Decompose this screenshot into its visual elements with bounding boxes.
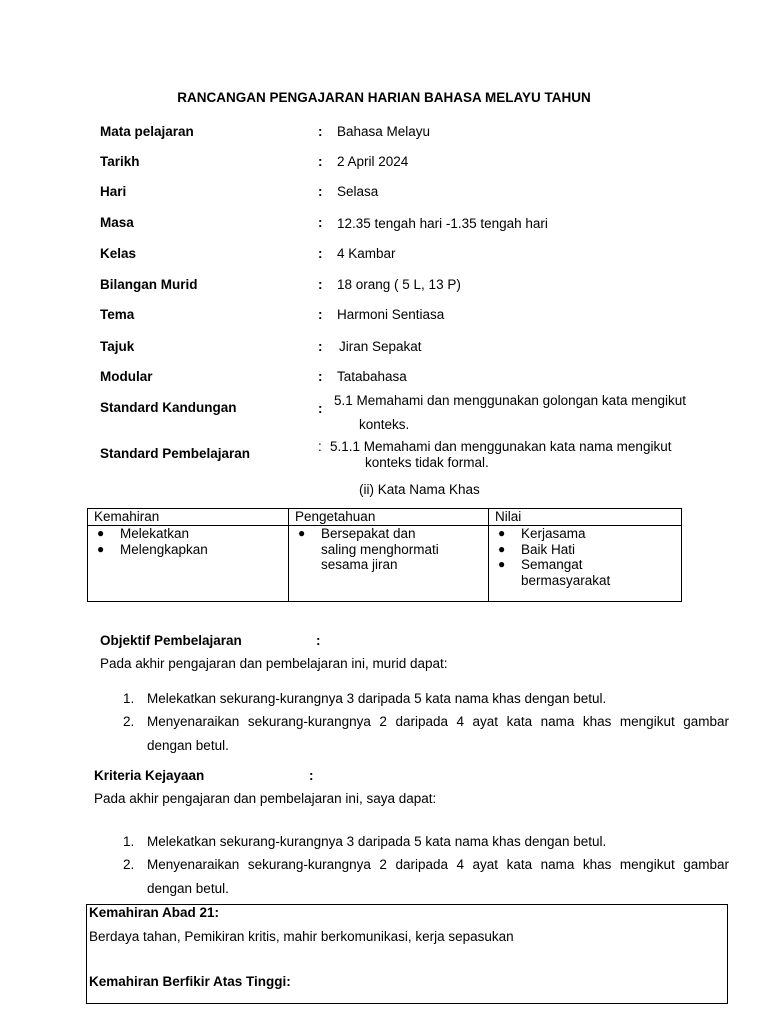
standard-kandungan-text-cont: konteks.: [359, 417, 410, 432]
field-colon: :: [316, 633, 321, 648]
kriteria-item: [123, 830, 729, 854]
list-number: 1.: [123, 691, 135, 706]
field-value-tema: Harmoni Sentiasa: [337, 307, 445, 322]
field-value-tajuk: Jiran Sepakat: [339, 339, 422, 354]
field-value-hari: Selasa: [337, 184, 379, 199]
kemahiran-box: [86, 904, 728, 1004]
document-title: RANCANGAN PENGAJARAN HARIAN BAHASA MELAYU TAHUN: [177, 90, 591, 105]
table-header-pengetahuan: Pengetahuan: [289, 509, 489, 526]
field-colon: :: [318, 124, 323, 139]
list-item: ● Melengkapkan: [97, 541, 208, 557]
field-colon: :: [309, 768, 314, 783]
list-item-text: Menyenaraikan sekurang-kurangnya 2 daripada 4 ayat kata nama khas mengikut gambar dengan betul.: [147, 714, 729, 753]
kriteria-item: [123, 853, 729, 900]
field-colon: :: [318, 215, 323, 230]
field-label-kelas: Kelas: [100, 246, 137, 261]
table-cell-pengetahuan: [289, 526, 489, 602]
field-value-kelas: 4 Kambar: [337, 246, 396, 261]
list-item-text: Melekatkan sekurang-kurangnya 3 daripada 5 kata nama khas dengan betul.: [147, 834, 607, 849]
bullet-icon: ●: [298, 526, 306, 540]
standard-kandungan-label: Standard Kandungan: [100, 400, 237, 415]
abad21-heading: Kemahiran Abad 21:: [89, 905, 220, 920]
field-label-bilangan-murid: Bilangan Murid: [100, 277, 198, 292]
field-label-masa: Masa: [100, 215, 134, 230]
list-number: 2.: [123, 714, 135, 729]
standard-pembelajaran-text: 5.1.1 Memahami dan menggunakan kata nama mengikut: [330, 439, 672, 454]
field-label-tajuk: Tajuk: [100, 339, 135, 354]
standard-kandungan-text: 5.1 Memahami dan menggunakan golongan kata mengikut: [334, 393, 686, 408]
field-colon: :: [318, 307, 323, 322]
kriteria-intro: Pada akhir pengajaran dan pembelajaran ini, saya dapat:: [94, 791, 437, 806]
field-colon: :: [318, 339, 323, 354]
list-item: ● Semangat bermasyarakat: [498, 557, 611, 588]
kbat-heading: Kemahiran Berfikir Atas Tinggi:: [89, 974, 291, 989]
list-item-text: Menyenaraikan sekurang-kurangnya 2 daripada 4 ayat kata nama khas mengikut gambar dengan betul.: [147, 857, 729, 896]
field-colon: :: [318, 277, 323, 292]
skills-table: [87, 508, 682, 602]
list-item: ● Melekatkan: [97, 526, 190, 541]
list-number: 1.: [123, 834, 135, 849]
field-label-mata-pelajaran: Mata pelajaran: [100, 124, 194, 139]
field-colon: :: [318, 439, 322, 454]
field-label-hari: Hari: [100, 184, 127, 199]
kriteria-label: Kriteria Kejayaan: [94, 768, 205, 783]
objektif-item: [123, 710, 729, 757]
objektif-label: Objektif Pembelajaran: [100, 633, 242, 648]
objektif-intro: Pada akhir pengajaran dan pembelajaran ini, murid dapat:: [100, 656, 448, 671]
bullet-icon: ●: [97, 541, 105, 556]
field-value-modular: Tatabahasa: [337, 369, 407, 384]
field-value-masa: 12.35 tengah hari -1.35 tengah hari: [337, 216, 548, 231]
list-item: ● Bersepakat dan saling menghormati sesama jiran: [298, 526, 439, 572]
field-colon: :: [318, 401, 323, 416]
standard-pembelajaran-subitem: (ii) Kata Nama Khas: [359, 482, 480, 497]
abad21-text: Berdaya tahan, Pemikiran kritis, mahir berkomunikasi, kerja sepasukan: [89, 929, 514, 944]
list-item: ● Baik Hati: [498, 541, 576, 557]
table-header-kemahiran: Kemahiran: [88, 509, 289, 526]
objektif-item: [123, 687, 729, 711]
standard-pembelajaran-text-cont: konteks tidak formal.: [365, 455, 489, 470]
bullet-icon: ●: [498, 557, 506, 571]
list-item-text: Melekatkan sekurang-kurangnya 3 daripada 5 kata nama khas dengan betul.: [147, 691, 607, 706]
field-colon: :: [318, 154, 323, 169]
field-colon: :: [318, 246, 323, 261]
bullet-icon: ●: [498, 526, 506, 540]
field-label-modular: Modular: [100, 369, 153, 384]
field-value-mata-pelajaran: Bahasa Melayu: [337, 124, 431, 139]
field-colon: :: [318, 369, 323, 384]
table-cell-nilai: [489, 526, 682, 602]
field-value-bilangan-murid: 18 orang ( 5 L, 13 P): [337, 277, 461, 292]
list-item: ● Kerjasama: [498, 526, 586, 541]
field-label-tarikh: Tarikh: [100, 154, 140, 169]
bullet-icon: ●: [97, 526, 105, 540]
standard-pembelajaran-label: Standard Pembelajaran: [100, 446, 251, 461]
field-value-tarikh: 2 April 2024: [337, 154, 409, 169]
field-colon: :: [318, 184, 323, 199]
list-number: 2.: [123, 857, 135, 872]
table-header-nilai: Nilai: [489, 509, 682, 526]
table-cell-kemahiran: [88, 526, 289, 602]
bullet-icon: ●: [498, 541, 506, 556]
field-label-tema: Tema: [100, 307, 135, 322]
